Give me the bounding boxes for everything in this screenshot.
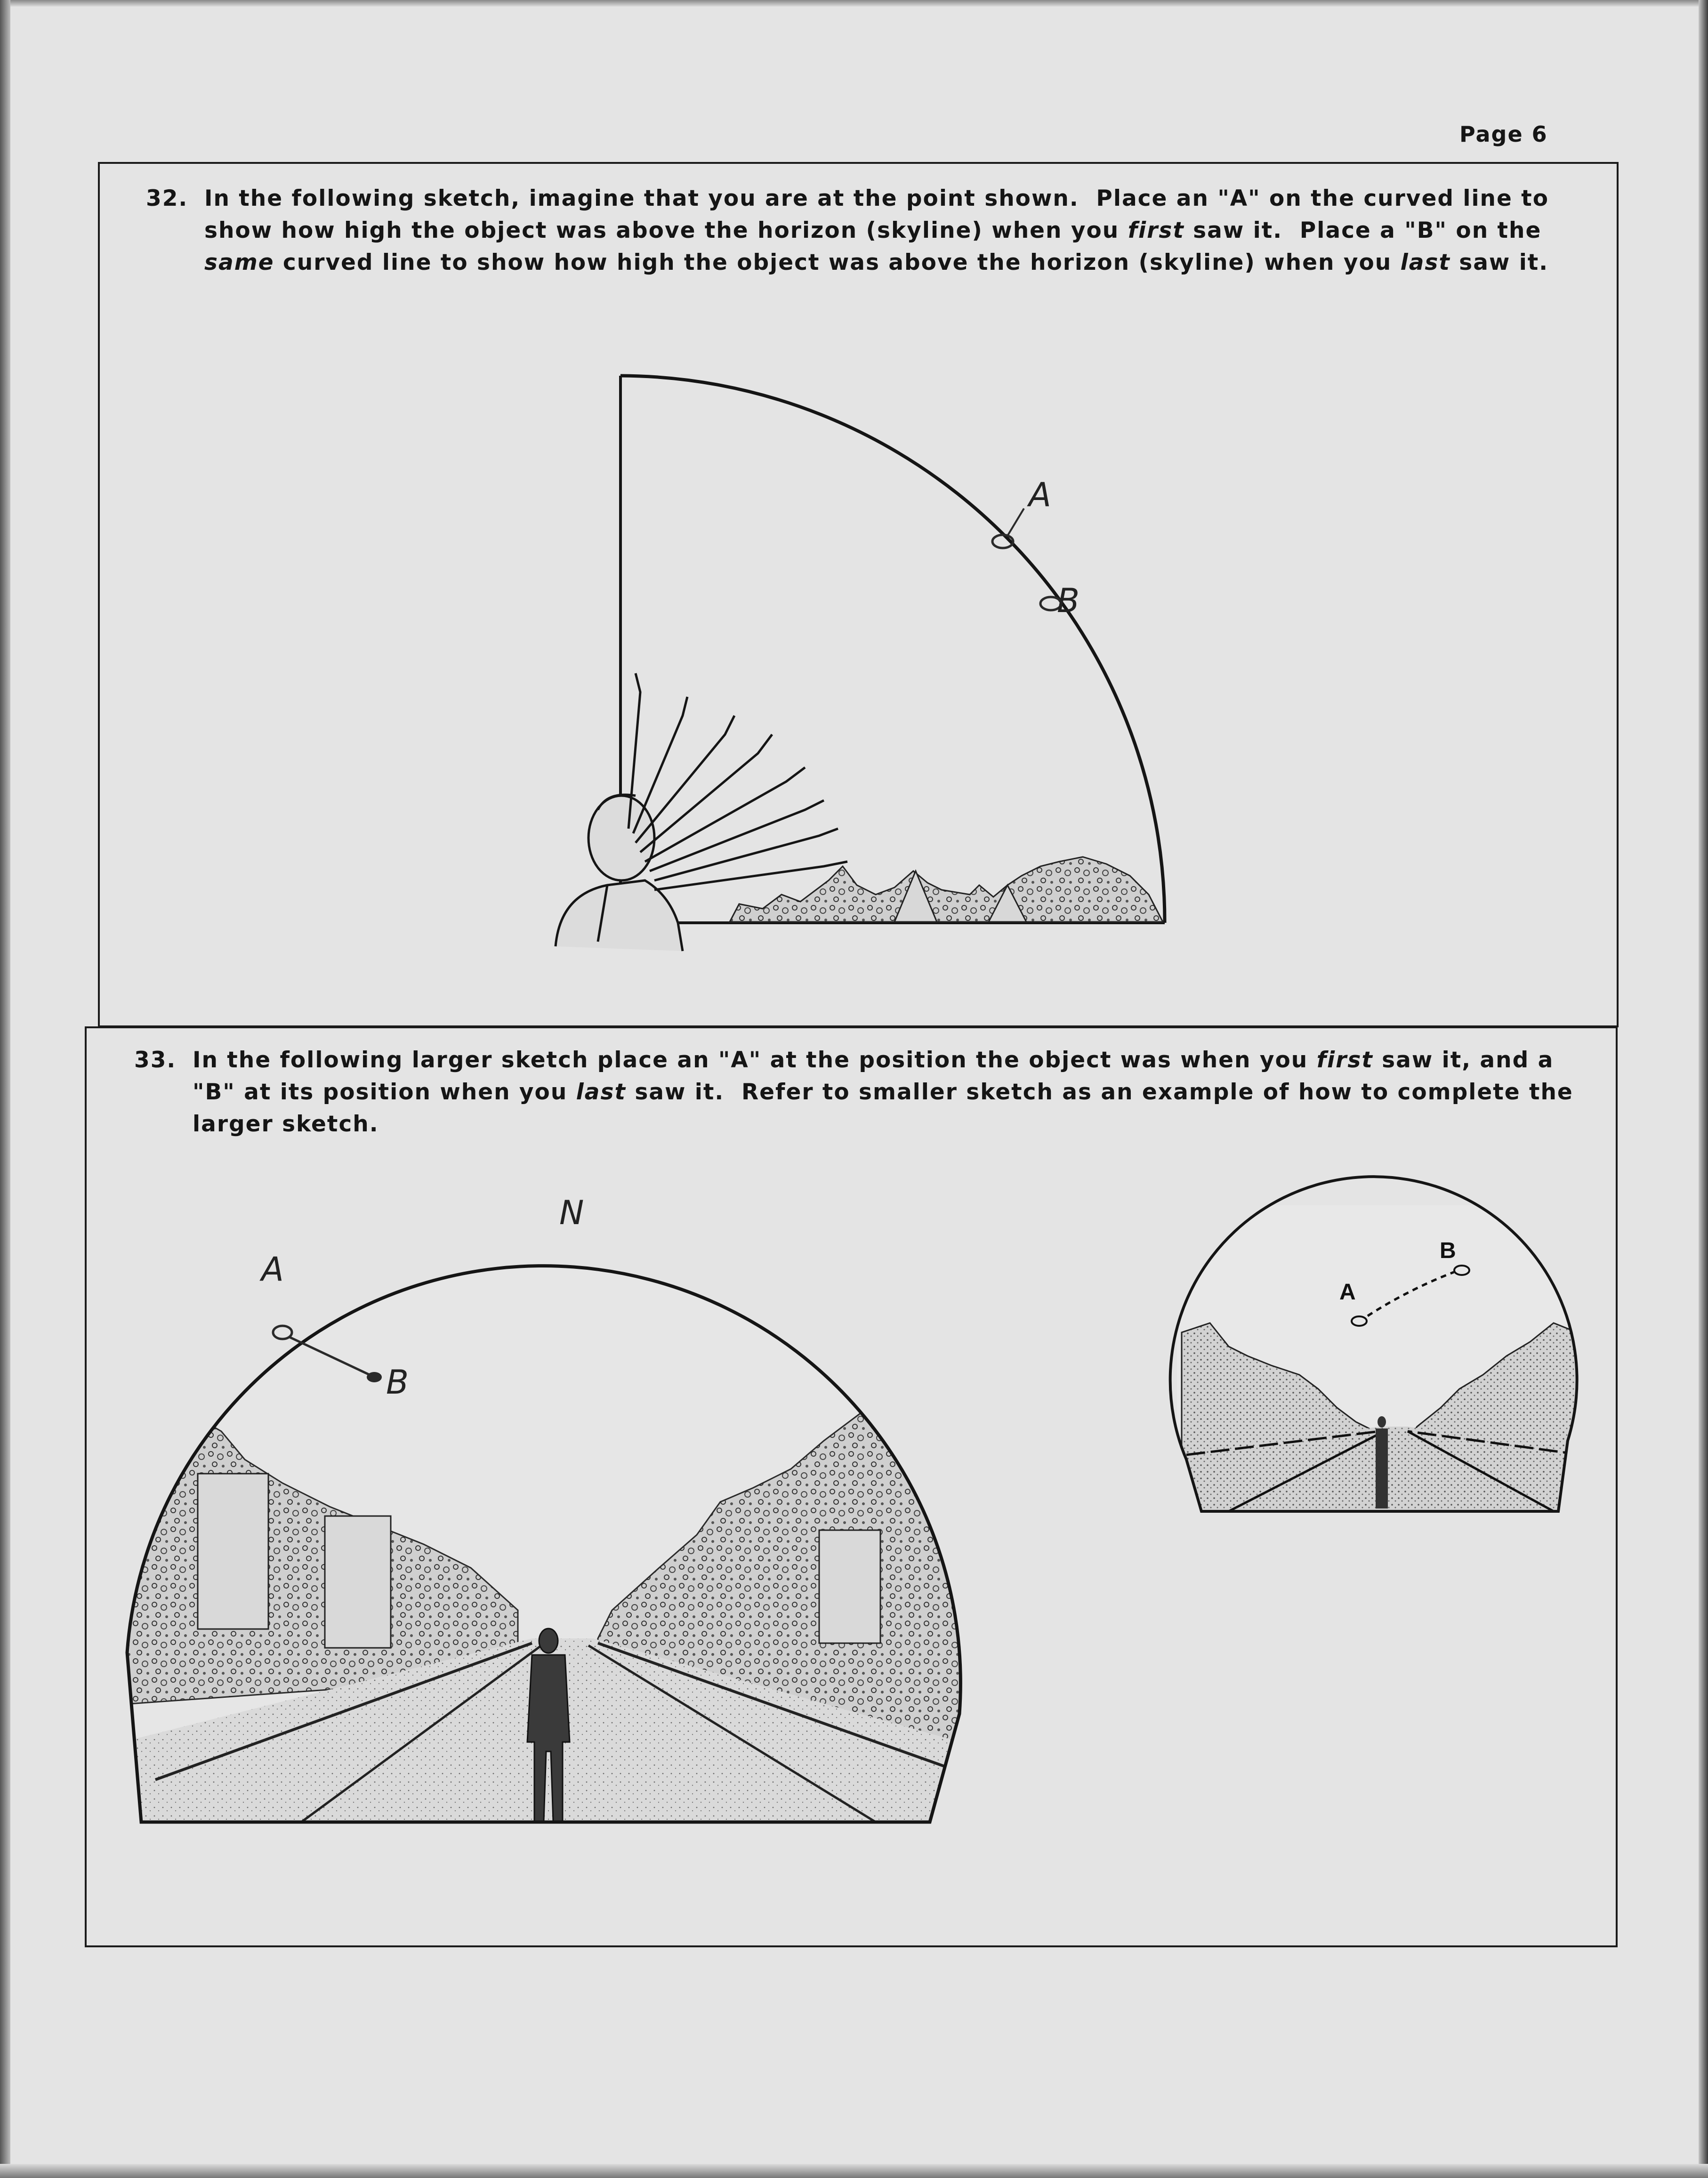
handwritten-n: N [559, 1194, 584, 1232]
q32-text-part: saw it. Place a "B" on the [1184, 218, 1550, 243]
example-label-b: B [1440, 1238, 1456, 1263]
large-dome-diagram [118, 1194, 965, 1836]
q33-text-part: In the following larger sketch place an "A" at the position the object was when you [193, 1047, 1317, 1073]
example-standing-figure [1376, 1416, 1388, 1508]
right-building [819, 1530, 880, 1643]
q32-text-part: saw it. [1450, 250, 1549, 275]
mark-a-leader [1007, 508, 1024, 536]
q33-text-part: saw it, and a "B" at its position when you [193, 1047, 1563, 1105]
left-building [325, 1516, 391, 1648]
q33-first-emphasis: first [1316, 1047, 1373, 1073]
mark-b-oval [367, 1372, 382, 1382]
question-33-number: 33. [134, 1047, 177, 1073]
handwritten-a-32: A [1029, 476, 1051, 514]
handwritten-b-33: B [386, 1363, 409, 1402]
quarter-sky-diagram [556, 376, 1165, 951]
q32-text-part: curved line to show how high the object was above the horizon (skyline) when you [274, 250, 1401, 275]
q33-last-emphasis: last [576, 1079, 626, 1105]
page-number: Page 6 [1459, 121, 1548, 147]
question-32-number: 32. [146, 186, 188, 211]
q33-text-part: saw it. Refer to smaller sketch as an example of how to complete the larger sketch. [193, 1079, 1582, 1137]
q32-same-emphasis: same [204, 250, 274, 275]
quarter-sky-arc[interactable] [620, 376, 1165, 923]
left-building [198, 1474, 268, 1629]
q32-text-part: In the following sketch, imagine that you are at the point shown. Place an "A" on the curved line to show how high the object was above the horizon (skyline) when you [204, 186, 1558, 243]
handwritten-b-32: B [1057, 581, 1080, 620]
q32-last-emphasis: last [1400, 250, 1450, 275]
handwritten-a-33: A [261, 1250, 284, 1289]
q32-first-emphasis: first [1128, 218, 1184, 243]
example-label-a: A [1339, 1280, 1356, 1305]
skyline-rooftops [730, 857, 1163, 922]
mark-a-oval [273, 1326, 292, 1339]
small-example-diagram [1170, 1177, 1591, 1535]
quarter-sky-axes [620, 376, 1165, 923]
